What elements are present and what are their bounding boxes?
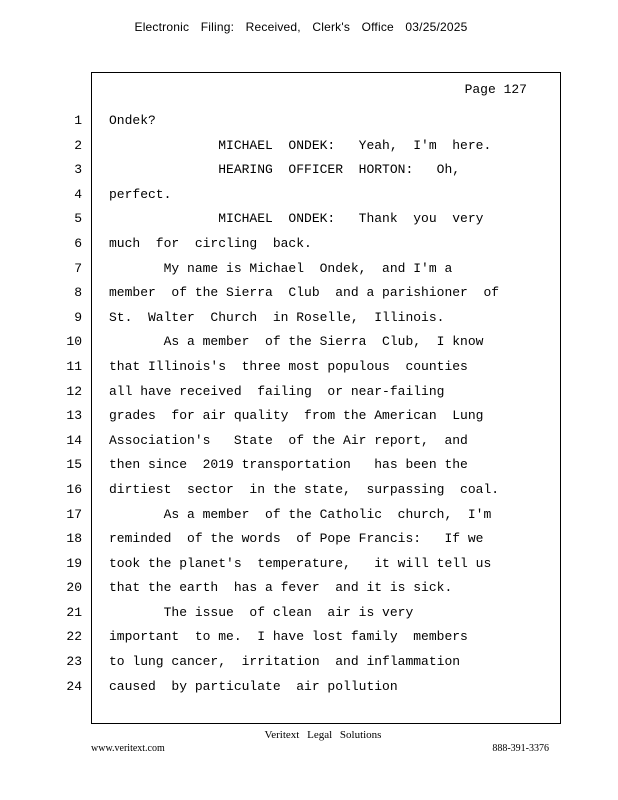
line-text: MICHAEL ONDEK: Yeah, I'm here. [109, 137, 492, 153]
transcript-line [0, 503, 618, 528]
transcript-line [0, 650, 618, 675]
footer-company: Veritext Legal Solutions [264, 729, 382, 741]
line-text: to lung cancer, irritation and inflammation [109, 654, 461, 670]
line-text: reminded of the words of Pope Francis: If we [109, 531, 484, 547]
line-number: 24 [66, 678, 82, 694]
line-number: 10 [66, 334, 82, 350]
line-number: 1 [74, 113, 82, 128]
transcript-line [0, 429, 618, 454]
line-number: 13 [66, 408, 82, 424]
line-number: 3 [74, 162, 82, 178]
line-text: Ondek? [109, 113, 156, 128]
line-text: caused by particulate air pollution [109, 678, 398, 694]
transcript-line [0, 330, 618, 355]
line-number: 15 [66, 457, 82, 473]
transcript-line [0, 675, 618, 700]
line-text: perfect. [109, 186, 172, 202]
line-text: My name is Michael Ondek, and I'm a [109, 260, 453, 276]
filing-stamp-header: Electronic Filing: Received, Clerk's Office 03/25/2025 [134, 20, 468, 34]
line-number: 11 [66, 358, 82, 374]
transcript-line [0, 380, 618, 405]
line-number: 16 [66, 481, 82, 497]
line-number: 20 [66, 580, 82, 596]
line-number: 14 [66, 432, 82, 448]
line-number: 7 [74, 260, 82, 276]
line-text: took the planet's temperature, it will tell us [109, 555, 492, 571]
line-number: 19 [66, 555, 82, 571]
line-text: As a member of the Catholic church, I'm [109, 506, 492, 522]
transcript-line [0, 158, 618, 183]
line-text: HEARING OFFICER HORTON: Oh, [109, 162, 461, 178]
line-number: 5 [74, 211, 82, 227]
transcript-line [0, 355, 618, 380]
line-text: dirtiest sector in the state, surpassing coal. [109, 481, 500, 497]
transcript-line [0, 552, 618, 577]
line-text: Association's State of the Air report, and [109, 432, 468, 448]
footer-website: www.veritext.com [91, 743, 165, 754]
transcript-line [0, 281, 618, 306]
transcript-line [0, 404, 618, 429]
transcript-line [0, 478, 618, 503]
line-number: 17 [66, 506, 82, 522]
line-number: 21 [66, 604, 82, 620]
line-text: much for circling back. [109, 235, 312, 251]
transcript-line [0, 109, 618, 134]
footer-phone: 888-391-3376 [492, 743, 549, 754]
line-number: 18 [66, 531, 82, 547]
transcript-line [0, 601, 618, 626]
line-number: 22 [66, 629, 82, 645]
transcript-line [0, 134, 618, 159]
transcript-line [0, 183, 618, 208]
transcript-line [0, 453, 618, 478]
line-text: MICHAEL ONDEK: Thank you very [109, 211, 484, 227]
transcript-lines [0, 109, 618, 699]
line-number: 8 [74, 285, 82, 301]
transcript-line [0, 232, 618, 257]
transcript-line [0, 257, 618, 282]
line-number: 6 [74, 235, 82, 251]
line-text: important to me. I have lost family members [109, 629, 468, 645]
line-number: 4 [74, 186, 82, 202]
transcript-line [0, 527, 618, 552]
page-number: Page 127 [464, 82, 527, 97]
line-text: all have received failing or near-failing [109, 383, 445, 399]
line-number: 12 [66, 383, 82, 399]
transcript-line [0, 306, 618, 331]
transcript-line [0, 576, 618, 601]
line-text: member of the Sierra Club and a parishioner of [109, 285, 500, 301]
line-text: As a member of the Sierra Club, I know [109, 334, 484, 350]
transcript-line [0, 207, 618, 232]
line-text: then since 2019 transportation has been the [109, 457, 468, 473]
line-text: St. Walter Church in Roselle, Illinois. [109, 309, 445, 325]
line-number: 2 [74, 137, 82, 153]
transcript-line [0, 625, 618, 650]
line-text: grades for air quality from the American Lung [109, 408, 484, 424]
line-number: 23 [66, 654, 82, 670]
line-text: The issue of clean air is very [109, 604, 414, 620]
line-text: that Illinois's three most populous counties [109, 358, 468, 374]
line-text: that the earth has a fever and it is sick. [109, 580, 453, 596]
line-number: 9 [74, 309, 82, 325]
